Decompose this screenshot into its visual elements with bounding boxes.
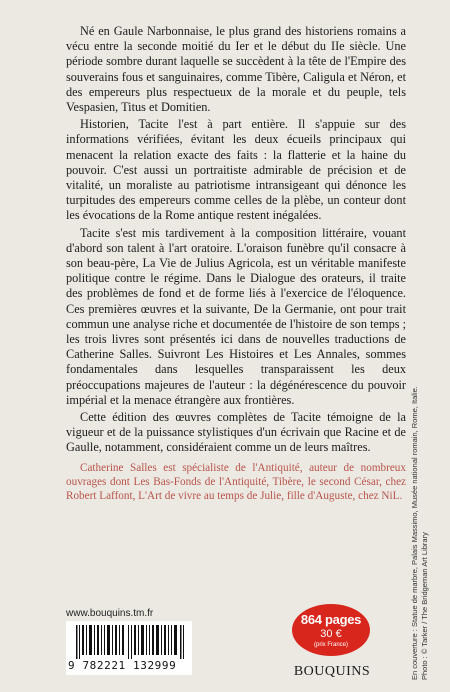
price-badge bbox=[292, 604, 370, 656]
cover-credit bbox=[410, 386, 450, 680]
author-bio bbox=[66, 462, 406, 503]
cover-credit-line-2: Photo : © Tarker / The Bridgeman Art Library bbox=[420, 532, 429, 680]
cover-credit-line-1: En couverture : Statue de marbre, Palais Massimo, Musée national romain, Rome, Italie. bbox=[410, 386, 419, 680]
currency-note: (prix France) bbox=[313, 642, 348, 648]
description-paragraph-1: Né en Gaule Narbonnaise, le plus grand des historiens romains a vécu entre la seconde moitié du Ier et le début du IIe siècle. Une période sombre durant laquelle se succèdent à la tête de l'Empire des souverains fous et sanguinaires, comme Tibère, Caligula et Néron, et des empereurs plus respectueux de la morale et du peuple, tels Vespasien, Titus et Domitien. bbox=[66, 24, 406, 115]
barcode bbox=[66, 621, 192, 675]
description-text bbox=[66, 24, 406, 458]
publisher-logo-text: BOUQUINS bbox=[293, 664, 371, 679]
author-bio-text: Catherine Salles est spécialiste de l'Antiquité, auteur de nombreux ouvrages dont Les Bas-Fonds de l'Antiquité, Tibère, le second César, chez Robert Laffont, L'Art de vivre au temps de Julie, fille d'Auguste, chez NiL. bbox=[66, 462, 406, 502]
barcode-bars bbox=[76, 625, 186, 659]
description-paragraph-3: Tacite s'est mis tardivement à la composition littéraire, vouant d'abord son talent à l'art oratoire. L'oraison funèbre qu'il consacre à son beau-père, La Vie de Julius Agricola, est un véritable manifeste politique contre le régime. Dans le Dialogue des orateurs, il traite des problèmes de fond et de forme liés à l'exercice de l'éloquence. Ces premières œuvres et la suivante, De la Germanie, ont pour trait commun une analyse riche et documentée de l'histoire de son temps ; les trois livres sont présentés ici dans de nouvelles traductions de Catherine Salles. Suivront Les Histoires et Les Annales, sommes fondamentales dans lesquelles transparaissent les deux préoccupations majeures de l'auteur : la dégénérescence du pouvoir impérial et la menace étrangère aux frontières. bbox=[66, 225, 406, 407]
price: 30 € bbox=[320, 628, 342, 640]
page-count: 864 pages bbox=[300, 612, 362, 627]
description-paragraph-4: Cette édition des œuvres complètes de Tacite témoigne de la vigueur et de la puissance stylistiques d'un écrivain que Racine et de Gaulle, notamment, considéraient comme un de leurs maîtres. bbox=[66, 410, 406, 455]
publisher-website: www.bouquins.tm.fr bbox=[66, 608, 154, 619]
description-paragraph-2: Historien, Tacite l'est à part entière. Il s'appuie sur des informations vérifiées, évitant les deux écueils principaux qui menacent la relation exacte des faits : la flatterie et la haine du pouvoir. C'est aussi un portraitiste admirable de précision et de vitalité, un moraliste au patriotisme intransigeant qui dénonce les turpitudes des empereurs comme celles de la plèbe, un conteur dont les évocations de la Rome antique restent inégalées. bbox=[66, 117, 406, 223]
barcode-number: 9 782221 132999 bbox=[68, 659, 177, 672]
